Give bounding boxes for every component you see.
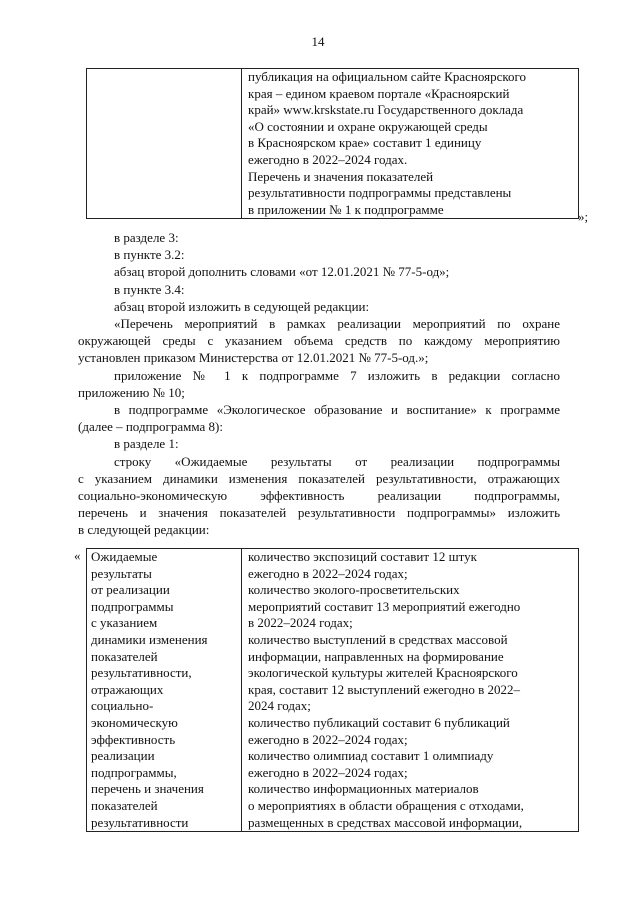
cell-line: о мероприятиях в области обращения с отходами,: [248, 797, 524, 813]
top-table-right-cell: [242, 69, 579, 219]
cell-line: количество эколого-просветительских: [248, 582, 460, 598]
text-line: окружающей среды с указанием объема средств по каждому мероприятию: [78, 333, 560, 349]
cell-line: с указанием: [91, 615, 158, 631]
bottom-table-right-cell: [242, 549, 579, 832]
closing-quote-mark: »;: [578, 209, 589, 224]
text-line: в подпрограмме «Экологическое образование и воспитание» к программе: [114, 402, 560, 418]
table-row: [87, 549, 579, 832]
text-line: в разделе 3:: [114, 230, 179, 245]
bottom-table: [86, 548, 579, 832]
text-line: приложению № 10;: [78, 384, 185, 400]
cell-line: результативности,: [91, 665, 192, 681]
cell-line: количество публикаций составит 6 публикаций: [248, 714, 510, 730]
cell-line: от реализации: [91, 582, 170, 598]
cell-line: социально-: [91, 698, 154, 714]
cell-line: ежегодно в 2022–2024 годах;: [248, 731, 408, 747]
page-number: 14: [311, 34, 325, 49]
cell-line: динамики изменения: [91, 631, 208, 647]
text-line: в следующей редакции:: [78, 522, 210, 538]
cell-line: результативности: [91, 814, 189, 830]
cell-line: результативности подпрограммы представлены: [248, 185, 512, 201]
text-line: строку «Ожидаемые результаты от реализации подпрограммы: [114, 453, 560, 469]
cell-line: Ожидаемые: [91, 549, 158, 564]
cell-line: эффективность: [91, 731, 176, 747]
text-line: перечень и значения показателей результативности подпрограммы» изложить: [78, 505, 560, 521]
cell-line: результаты: [91, 565, 152, 581]
text-line: приложение № 1 к подпрограмме 7 изложить в редакции согласно: [114, 367, 560, 383]
opening-quote-mark: «: [74, 548, 81, 563]
cell-line: 2024 годах;: [248, 698, 311, 714]
top-table-left-cell: [87, 69, 242, 219]
cell-line: края, составит 12 выступлений ежегодно в 2022–: [248, 681, 520, 697]
table-row: [87, 69, 579, 219]
cell-line: в приложении № 1 к подпрограмме: [248, 201, 444, 217]
cell-line: перечень и значения: [91, 781, 204, 797]
cell-line: экологической культуры жителей Красноярского: [248, 665, 518, 681]
text-line: с указанием динамики изменения показателей результативности, отражающих: [78, 470, 560, 486]
text-line: установлен приказом Министерства от 12.01.2021 № 77-5-од.»;: [78, 350, 429, 366]
body-text: [78, 229, 560, 539]
text-line: в пункте 3.4:: [114, 281, 185, 297]
cell-line: отражающих: [91, 681, 164, 697]
cell-line: ежегодно в 2022–2024 годах.: [248, 151, 408, 167]
cell-line: край» www.krskstate.ru Государственного доклада: [248, 102, 524, 118]
cell-line: количество выступлений в средствах массовой: [248, 631, 508, 647]
text-line: абзац второй изложить в седующей редакции:: [114, 298, 370, 314]
top-table: [86, 68, 579, 219]
cell-line: подпрограммы,: [91, 764, 177, 780]
cell-line: в 2022–2024 годах;: [248, 615, 353, 631]
text-line: абзац второй дополнить словами «от 12.01.2021 № 77-5-од»;: [114, 264, 450, 280]
cell-line: количество олимпиад составит 1 олимпиаду: [248, 748, 494, 764]
text-line: (далее – подпрограмма 8):: [78, 419, 223, 435]
cell-line: информации, направленных на формирование: [248, 648, 504, 664]
cell-line: количество информационных материалов: [248, 781, 479, 797]
cell-line: размещенных в средствах массовой информации,: [248, 814, 523, 830]
cell-line: экономическую: [91, 714, 178, 730]
text-line: в пункте 3.2:: [114, 247, 185, 263]
cell-line: показателей: [91, 797, 158, 813]
cell-line: в Красноярском крае» составит 1 единицу: [248, 135, 482, 151]
cell-line: мероприятий составит 13 мероприятий ежегодно: [248, 598, 521, 614]
cell-line: показателей: [91, 648, 158, 664]
cell-line: подпрограммы: [91, 598, 174, 614]
cell-line: количество экспозиций составит 12 штук: [248, 549, 477, 564]
cell-line: публикация на официальном сайте Красноярского: [248, 69, 527, 84]
text-line: социально-экономическую эффективность реализации подпрограммы,: [78, 488, 560, 504]
text-line: «Перечень мероприятий в рамках реализации мероприятий по охране: [114, 316, 560, 332]
cell-line: края – едином краевом портале «Красноярский: [248, 85, 510, 101]
text-line: в разделе 1:: [114, 436, 179, 452]
cell-line: реализации: [91, 748, 155, 764]
cell-line: ежегодно в 2022–2024 годах;: [248, 764, 408, 780]
cell-line: «О состоянии и охране окружающей среды: [248, 118, 488, 134]
cell-line: ежегодно в 2022–2024 годах;: [248, 565, 408, 581]
bottom-table-left-cell: [87, 549, 242, 832]
cell-line: Перечень и значения показателей: [248, 168, 434, 184]
